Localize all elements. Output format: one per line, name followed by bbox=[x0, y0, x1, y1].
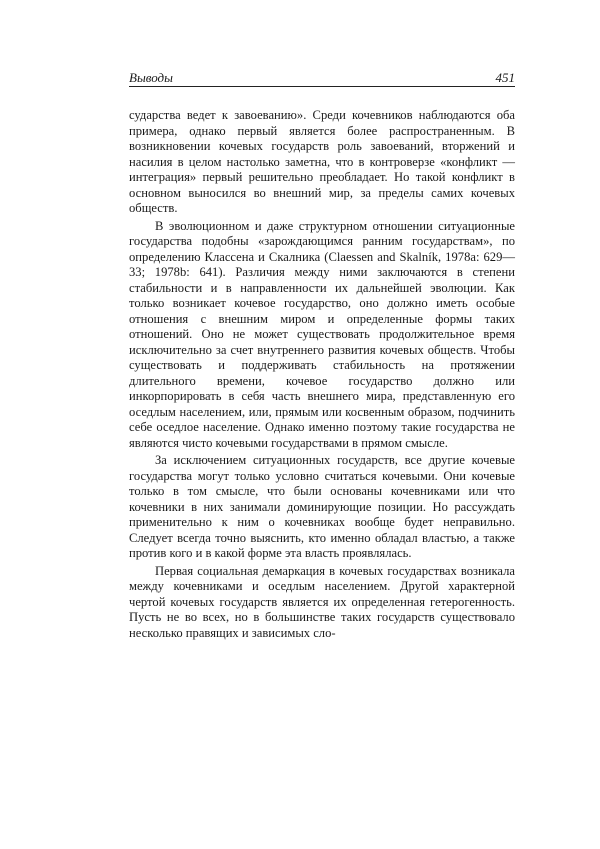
body-text bbox=[129, 108, 515, 643]
page-number: 451 bbox=[495, 70, 515, 85]
paragraph-2: В эволюционном и даже структурном отношении ситуационные государства подобны «зарождающимся ранним государствам», по определению Классена и Скалника (Claessen and Skalník, 1978a: 629—33; 1978b: 641). Различия между ними заключаются в степени стабильности и в направленности их дальнейшей эволюции. Как только возникает кочевое государство, оно должно иметь особые отношения с внешним миром и определенные формы таких отношений. Оно не может существовать продолжительное время исключительно за счет внутреннего развития кочевых обществ. Чтобы существовать и поддерживать стабильность на протяжении длительного времени, кочевое государство должно или инкорпорировать в себя часть внешнего мира, представленную его оседлым населением, или, прямым или косвенным образом, подчинить себе оседлое население. Однако именно поэтому такие государства не являются чисто кочевыми государствами в прямом смысле. bbox=[129, 218, 515, 450]
running-header bbox=[129, 68, 515, 87]
paragraph-4: Первая социальная демаркация в кочевых государствах возникала между кочевниками и оседлым населением. Другой характерной чертой кочевых государств является их определенная гетерогенность. Пусть не во всех, но в большинстве таких государств существовало несколько правящих и зависимых сло- bbox=[129, 563, 515, 640]
section-title: Выводы bbox=[129, 70, 173, 85]
paragraph-1: сударства ведет к завоеванию». Среди кочевников наблюдаются оба примера, однако первый является более распространенным. В возникновении кочевых государств роль завоеваний, вторжений и насилия в целом настолько заметна, что в контроверзе «конфликт — интеграция» первый решительно преобладает. Но такой конфликт в основном выносился во внешний мир, за пределы самих кочевых обществ. bbox=[129, 108, 515, 215]
paragraph-3: За исключением ситуационных государств, все другие кочевые государства могут только условно считаться кочевыми. Они кочевые только в том смысле, что были основаны кочевниками или что кочевники в них занимали доминирующие позиции. Но рассуждать применительно к ним о кочевниках вообще будет неправильно. Следует всегда точно выяснить, кто именно обладал властью, а также против кого и в какой форме эта власть проявлялась. bbox=[129, 453, 515, 560]
